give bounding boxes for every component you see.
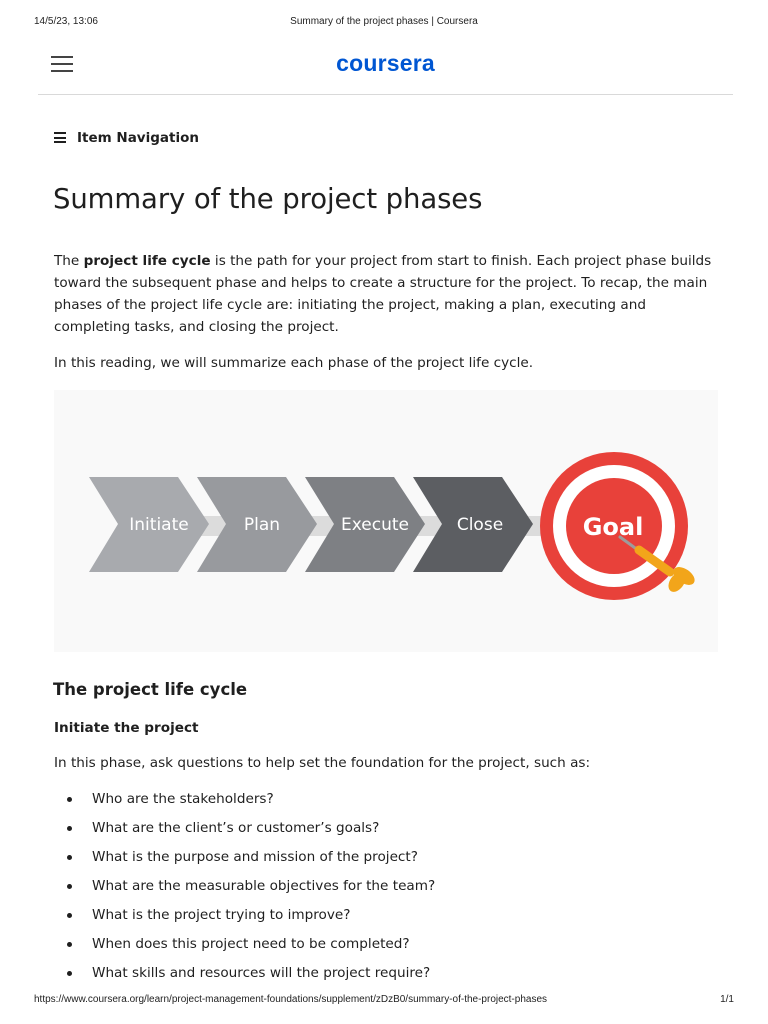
list-item: What is the project trying to improve? [54,905,435,934]
phase-label-initiate: Initiate [129,515,189,535]
list-item: Who are the stakeholders? [54,789,435,818]
phases-diagram [54,390,718,652]
goal-label: Goal [582,513,644,541]
page-title: Summary of the project phases [53,183,483,215]
list-item: What is the purpose and mission of the project? [54,847,435,876]
item-navigation-toggle[interactable] [54,130,199,150]
list-icon [54,132,67,143]
top-navigation-bar [38,40,733,95]
page-url: https://www.coursera.org/learn/project-management-foundations/supplement/zDzB0/summary-of-the-project-phases [34,994,548,1005]
phase-label-execute: Execute [341,515,409,535]
phase-label-close: Close [456,515,504,535]
print-footer [34,994,734,1008]
print-page-title: Summary of the project phases | Coursera [290,16,478,27]
list-item: What skills and resources will the project require? [54,963,435,992]
page-number: 1/1 [720,994,734,1005]
print-datetime: 14/5/23, 13:06 [34,16,98,27]
question-list [54,789,435,992]
reading-summary-paragraph: In this reading, we will summarize each phase of the project life cycle. [54,355,534,371]
list-item: What are the client’s or customer’s goals? [54,818,435,847]
project-life-cycle-figure [54,390,718,652]
phase-subtitle: Initiate the project [54,720,199,736]
intro-bold-term: project life cycle [83,253,211,269]
list-item: When does this project need to be completed? [54,934,435,963]
intro-paragraph [54,250,726,338]
phase-intro-paragraph: In this phase, ask questions to help set the foundation for the project, such as: [54,755,591,771]
section-title: The project life cycle [53,680,248,699]
phase-label-plan: Plan [243,515,281,535]
print-header [34,16,734,30]
coursera-logo[interactable]: coursera [336,50,435,76]
list-item: What are the measurable objectives for the team? [54,876,435,905]
intro-rest: is the path for your project from start to finish. Each project phase builds toward the subsequent phase and helps to create a structure for the project. To recap, the main phases of the project life cycle are: initiating the project, making a plan, executing and completing tasks, and closing the project. [54,253,712,335]
item-navigation-label: Item Navigation [77,130,199,146]
intro-lead: The [54,253,84,269]
